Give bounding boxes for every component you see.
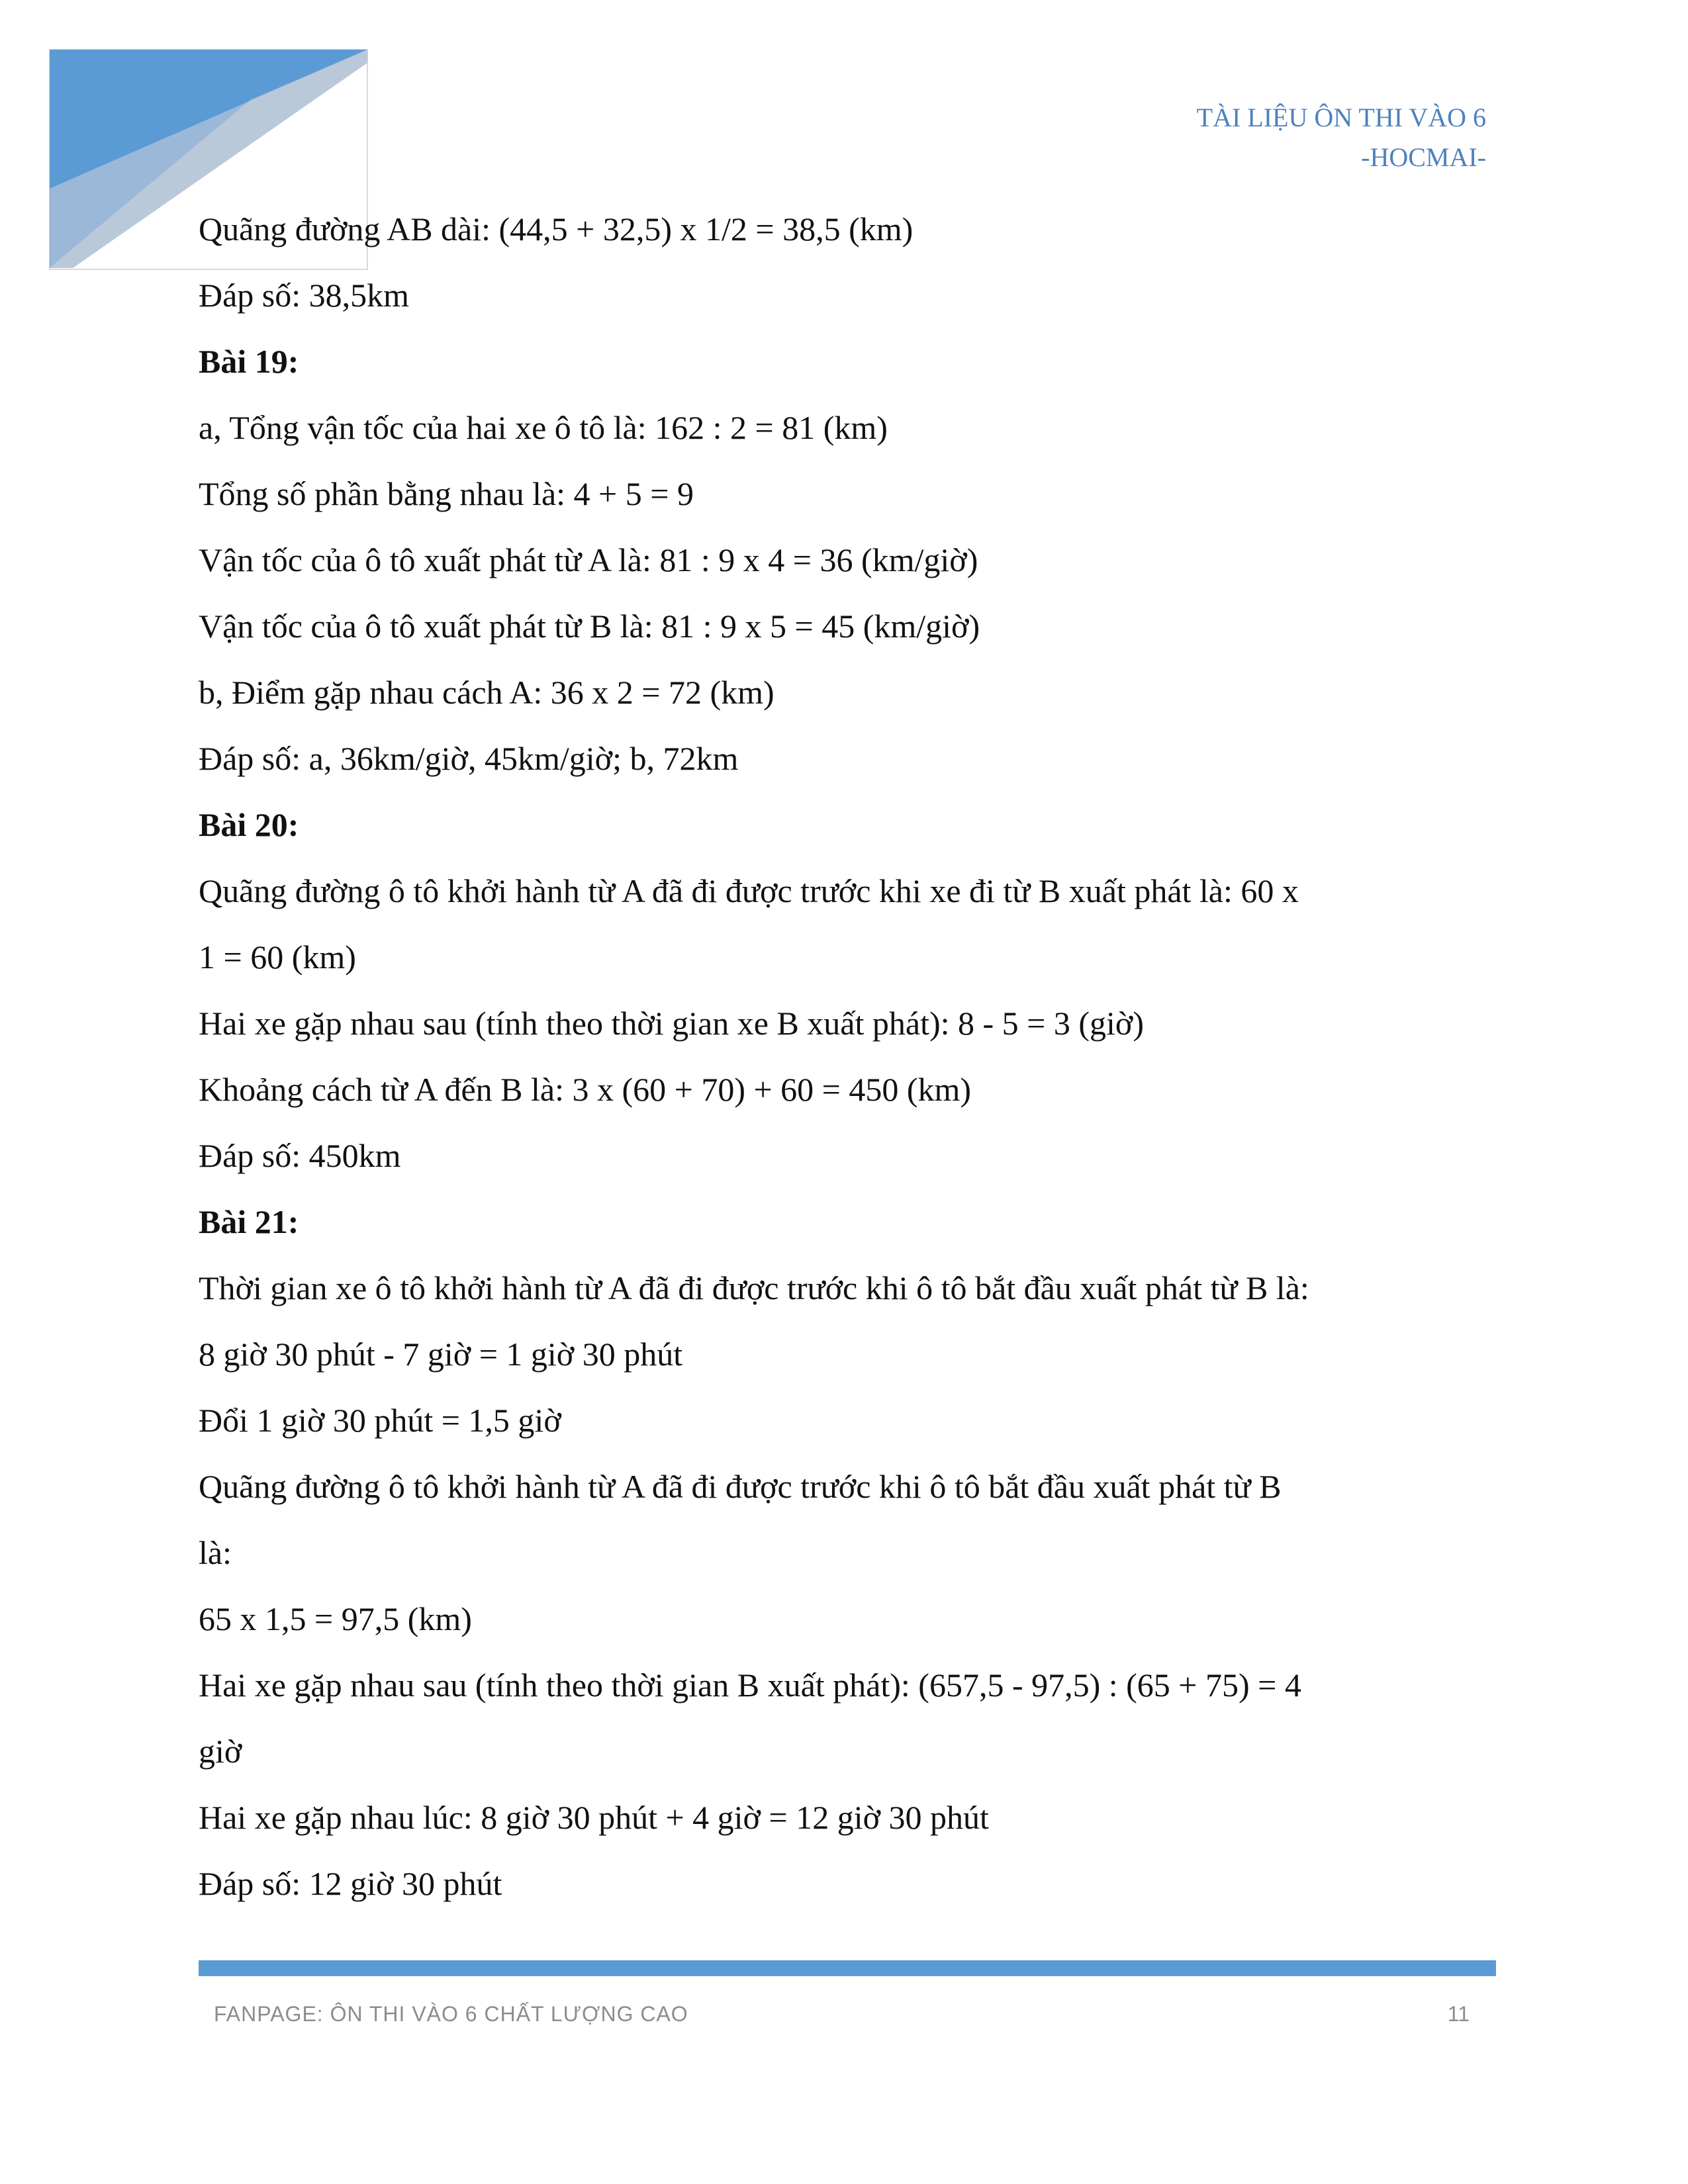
page-header [1197, 98, 1486, 177]
text-line: là: [199, 1534, 232, 1571]
text-line: Khoảng cách từ A đến B là: 3 x (60 + 70) + 60 = 450 (km) [199, 1071, 972, 1108]
text-line: Đổi 1 giờ 30 phút = 1,5 giờ [199, 1402, 561, 1439]
text-line: 8 giờ 30 phút - 7 giờ = 1 giờ 30 phút [199, 1336, 683, 1373]
header-title: TÀI LIỆU ÔN THI VÀO 6 [1196, 103, 1486, 132]
text-line: Đáp số: a, 36km/giờ, 45km/giờ; b, 72km [199, 740, 739, 777]
text-line: Đáp số: 12 giờ 30 phút [199, 1865, 502, 1902]
text-line: Quãng đường ô tô khởi hành từ A đã đi được trước khi ô tô bắt đầu xuất phát từ B [199, 1468, 1282, 1505]
text-line: 1 = 60 (km) [199, 938, 356, 976]
text-line: a, Tổng vận tốc của hai xe ô tô là: 162 : 2 = 81 (km) [199, 409, 888, 446]
text-line: Hai xe gặp nhau lúc: 8 giờ 30 phút + 4 giờ = 12 giờ 30 phút [199, 1799, 989, 1836]
text-line: Hai xe gặp nhau sau (tính theo thời gian B xuất phát): (657,5 - 97,5) : (65 + 75) = 4 [199, 1666, 1301, 1704]
text-line: Tổng số phần bằng nhau là: 4 + 5 = 9 [199, 475, 694, 512]
document-body [199, 196, 1496, 1917]
page-number: 11 [1447, 2002, 1470, 2026]
footer-bar [199, 1960, 1496, 1976]
text-line: Quãng đường AB dài: (44,5 + 32,5) x 1/2 = 38,5 (km) [199, 210, 914, 248]
text-line: Vận tốc của ô tô xuất phát từ B là: 81 : 9 x 5 = 45 (km/giờ) [199, 608, 980, 645]
text-line: Thời gian xe ô tô khởi hành từ A đã đi được trước khi ô tô bắt đầu xuất phát từ B là: [199, 1269, 1309, 1306]
section-heading: Bài 19: [199, 343, 299, 380]
text-line: Quãng đường ô tô khởi hành từ A đã đi được trước khi xe đi từ B xuất phát là: 60 x [199, 872, 1299, 909]
section-heading: Bài 20: [199, 806, 299, 843]
text-line: b, Điểm gặp nhau cách A: 36 x 2 = 72 (km) [199, 674, 774, 711]
section-heading: Bài 21: [199, 1203, 299, 1240]
text-line: giờ [199, 1733, 242, 1770]
text-line: Đáp số: 450km [199, 1137, 401, 1174]
header-subtitle: -HOCMAI- [1361, 142, 1486, 172]
text-line: Hai xe gặp nhau sau (tính theo thời gian xe B xuất phát): 8 - 5 = 3 (giờ) [199, 1005, 1144, 1042]
text-line: Đáp số: 38,5km [199, 277, 410, 314]
text-line: Vận tốc của ô tô xuất phát từ A là: 81 : 9 x 4 = 36 (km/giờ) [199, 541, 978, 578]
text-line: 65 x 1,5 = 97,5 (km) [199, 1600, 472, 1637]
footer-text: FANPAGE: ÔN THI VÀO 6 CHẤT LƯỢNG CAO [214, 2002, 688, 2026]
